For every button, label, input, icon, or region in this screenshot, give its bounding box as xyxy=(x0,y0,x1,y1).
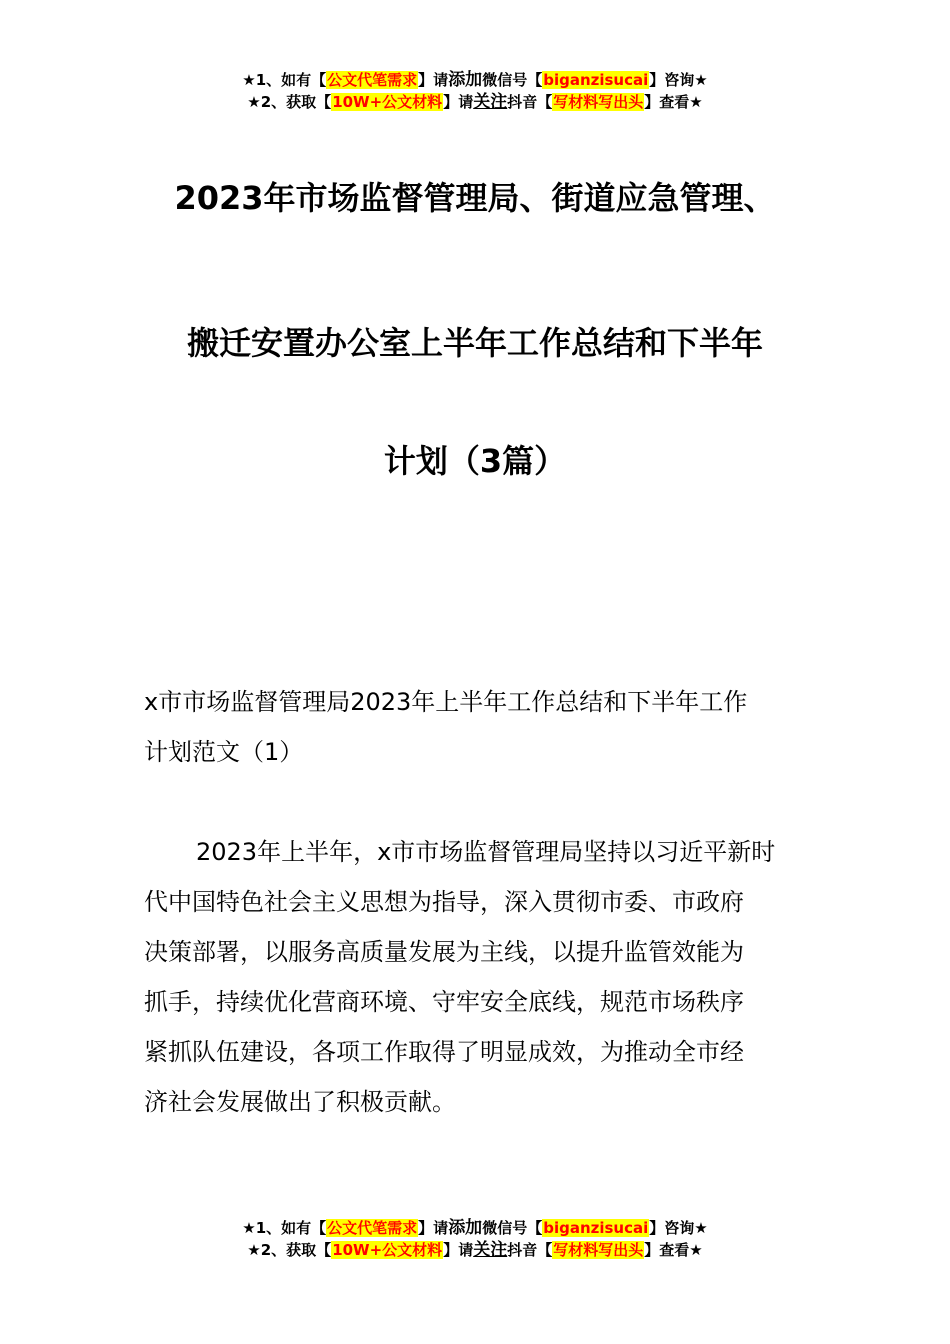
document-title-line-3: 计划（3篇） xyxy=(383,442,567,480)
highlight-service: 公文代笔需求 xyxy=(327,71,418,89)
paragraph-line: 抓手，持续优化营商环境、守牢安全底线，规范市场秩序 xyxy=(144,988,744,1016)
paragraph-line: 代中国特色社会主义思想为指导，深入贯彻市委、市政府 xyxy=(144,888,744,916)
promo-line-2: ★2、获取【10W+公文材料】请关注抖音【写材料写出头】查看★ xyxy=(247,1240,703,1260)
promo-line-1: ★1、如有【公文代笔需求】请添加微信号【biganzisucai】咨询★ xyxy=(242,1218,708,1238)
promo-line-2: ★2、获取【10W+公文材料】请关注抖音【写材料写出头】查看★ xyxy=(247,92,703,112)
highlight-douyin-account: 写材料写出头 xyxy=(553,1241,644,1259)
promo-line-1: ★1、如有【公文代笔需求】请添加微信号【biganzisucai】咨询★ xyxy=(242,70,708,90)
paragraph-line: 决策部署，以服务高质量发展为主线，以提升监管效能为 xyxy=(144,938,744,966)
highlight-materials: 10W+公文材料 xyxy=(332,93,443,111)
promo-header-top xyxy=(0,69,950,113)
article-heading-line-2: 计划范文（1） xyxy=(144,738,304,766)
document-title-line-2: 搬迁安置办公室上半年工作总结和下半年 xyxy=(186,324,763,362)
promo-footer xyxy=(0,1217,950,1261)
paragraph-line: 紧抓队伍建设，各项工作取得了明显成效，为推动全市经 xyxy=(144,1038,744,1066)
highlight-wechat-id: biganzisucai xyxy=(543,71,649,89)
highlight-service: 公文代笔需求 xyxy=(327,1219,418,1237)
article-heading-line-1: x市市场监督管理局2023年上半年工作总结和下半年工作 xyxy=(144,688,748,716)
highlight-douyin-account: 写材料写出头 xyxy=(553,93,644,111)
document-title-line-1: 2023年市场监督管理局、街道应急管理、 xyxy=(174,179,776,217)
paragraph-line: 济社会发展做出了积极贡献。 xyxy=(144,1088,456,1116)
highlight-materials: 10W+公文材料 xyxy=(332,1241,443,1259)
highlight-wechat-id: biganzisucai xyxy=(543,1219,649,1237)
paragraph-line: 2023年上半年，x市市场监督管理局坚持以习近平新时 xyxy=(196,838,776,866)
